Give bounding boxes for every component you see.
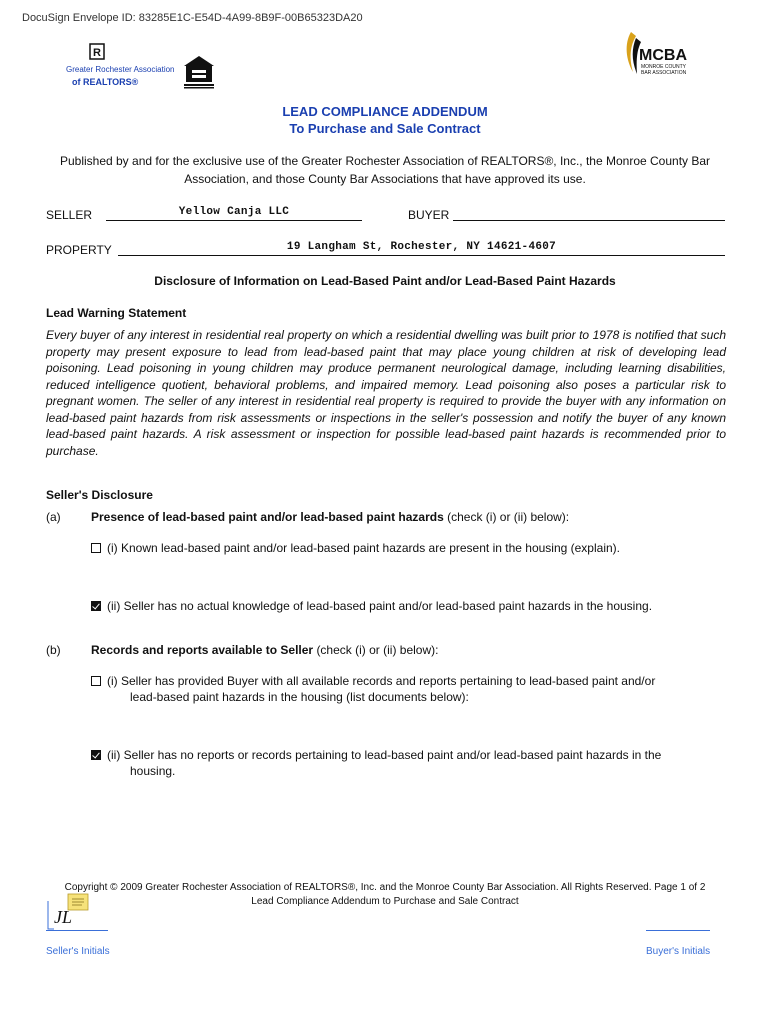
buyer-initials-line[interactable] [646,930,710,931]
mcba-sub2: BAR ASSOCIATION [641,70,687,76]
rochester-logo-line2: of REALTORS® [72,77,139,87]
section-a-option-2-checkbox[interactable] [91,601,101,611]
document-subtitle: To Purchase and Sale Contract [289,121,481,136]
document-title: LEAD COMPLIANCE ADDENDUM [282,104,488,119]
section-b-option-1 [91,673,655,689]
property-label: PROPERTY [46,243,112,257]
seller-initials-text: JL [54,907,72,927]
svg-text:R: R [93,47,101,59]
mcba-sub1: MONROE COUNTY [641,64,686,70]
buyer-field[interactable] [453,206,725,221]
section-a-title: Presence of lead-based paint and/or lead-based paint hazards [91,510,444,524]
property-value: 19 Langham St, Rochester, NY 14621-4607 [286,241,557,253]
published-notice: Published by and for the exclusive use of the Greater Rochester Association of REALTORS®, Inc., the Monroe County Bar Association, and those County Bar Associations that have approved its use. [59,154,711,186]
section-a-option-2-text: (ii) Seller has no actual knowledge of lead-based paint and/or lead-based paint hazards in the housing. [107,599,653,613]
footer-doc-name: Lead Compliance Addendum to Purchase and Sale Contract [251,896,519,907]
seller-initials-line [46,930,108,931]
section-b-enum: (b) [46,643,61,657]
section-b-title: Records and reports available to Seller [91,643,314,657]
sellers-disclosure-heading: Seller's Disclosure [46,488,153,502]
seller-value: Yellow Canja LLC [178,206,290,218]
disclosure-title: Disclosure of Information on Lead-Based Paint and/or Lead-Based Paint Hazards [154,274,616,288]
equal-housing-icon [180,54,218,90]
section-a-instruction: (check (i) or (ii) below): [447,510,570,524]
section-a-option-2 [91,598,652,614]
seller-initials-label: Seller's Initials [46,946,110,957]
buyer-label: BUYER [408,208,450,222]
section-b-option-1-text-1: (i) Seller has provided Buyer with all available records and reports pertaining to lead-based paint and/or [107,674,656,688]
section-b-option-1-text-2: lead-based paint hazards in the housing (list documents below): [130,690,469,704]
section-a-option-1-text: (i) Known lead-based paint and/or lead-based paint hazards are present in the housing (explain). [107,541,620,555]
footer-copyright: Copyright © 2009 Greater Rochester Association of REALTORS®, Inc. and the Monroe County Bar Association. All Rights Reserved. Page 1 of 2 [64,882,706,893]
section-b-option-2-checkbox[interactable] [91,750,101,760]
lead-warning-text: Every buyer of any interest in residential real property on which a residential dwelling was built prior to 1978 is notified that such property may present exposure to lead from lead-based paint that may place young children at risk of developing lead poisoning. Lead poisoning in young children may produce permanent neurological damage, including learning disabilities, reduced intelligence quotient, behavioral problems, and impaired memory. Lead poisoning also poses a particular risk to pregnant women. The seller of any interest in residential real property is required to provide the buyer with any information on lead-based paint hazards from risk assessments or inspections in the seller's possession and notify the buyer of any known lead-based paint hazards. A risk assessment or inspection for possible lead-based paint hazards is recommended prior to purchase. [46,328,726,458]
section-a-option-1-checkbox[interactable] [91,543,101,553]
section-b-option-2 [91,747,661,763]
seller-field[interactable] [106,206,362,221]
seller-label: SELLER [46,208,93,222]
section-b-instruction: (check (i) or (ii) below): [316,643,439,657]
seller-initials-stamp[interactable] [46,893,96,931]
rochester-logo-line1: Greater Rochester Association [66,65,175,74]
property-field[interactable] [118,241,725,256]
section-a-enum: (a) [46,510,61,524]
envelope-id: DocuSign Envelope ID: 83285E1C-E54D-4A99-8B9F-00B65323DA20 [22,12,363,24]
mcba-logo [622,28,694,86]
section-b-option-2-text-2: housing. [130,764,176,778]
section-a-option-1 [91,540,620,556]
lead-warning-heading: Lead Warning Statement [46,306,187,320]
section-b-heading [91,643,438,657]
section-b-option-1-checkbox[interactable] [91,676,101,686]
buyer-initials-label: Buyer's Initials [646,946,711,957]
rochester-realtors-logo [66,44,175,92]
section-a-heading [91,510,569,524]
section-b-option-2-text-1: (ii) Seller has no reports or records pertaining to lead-based paint and/or lead-based paint hazards in the [107,748,662,762]
mcba-name: MCBA [639,47,687,64]
footer [0,881,770,909]
